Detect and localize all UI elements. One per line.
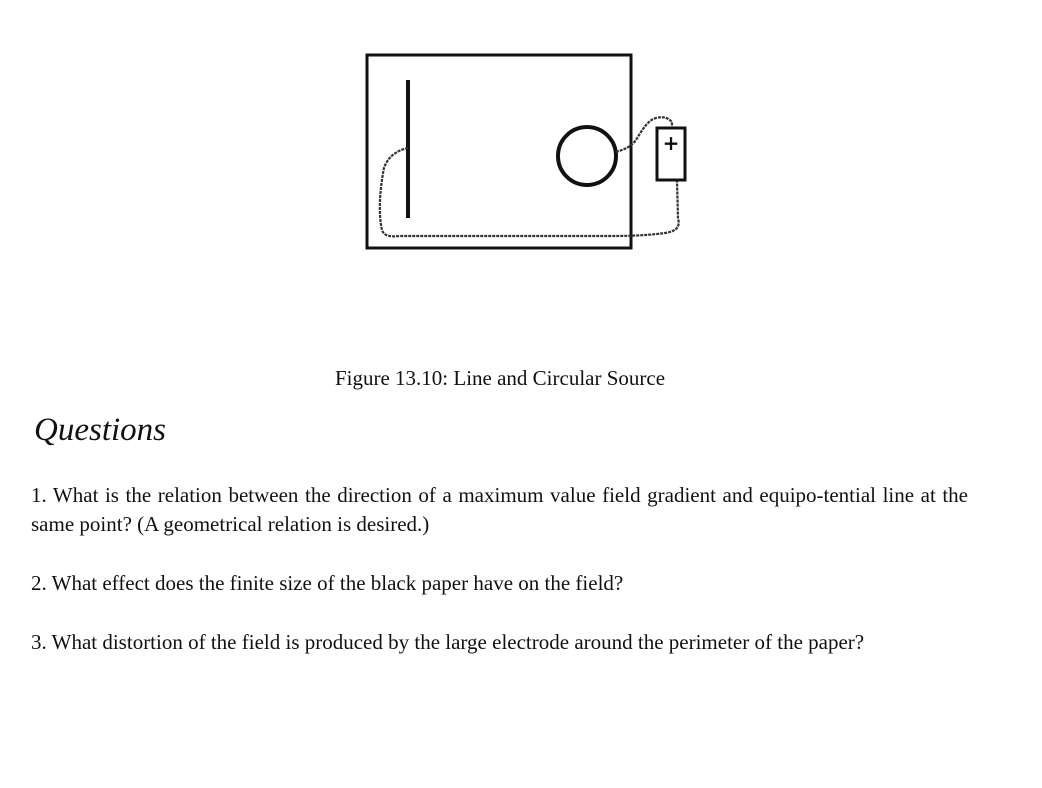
question-3: 3. What distortion of the field is produced by the large electrode around the perimeter of the paper? bbox=[31, 630, 865, 654]
question-1: 1. What is the relation between the direction of a maximum value field gradient and equipo-tential line at the same point? (A geometrical relation is desired.) bbox=[31, 483, 968, 536]
questions-list bbox=[31, 481, 968, 687]
circular-electrode bbox=[558, 127, 616, 185]
battery-plus-symbol: + bbox=[662, 131, 680, 155]
figure-diagram bbox=[360, 48, 700, 258]
line-circular-source-figure bbox=[360, 48, 700, 258]
section-title: Questions bbox=[34, 412, 166, 448]
question-2: 2. What effect does the finite size of the black paper have on the field? bbox=[31, 571, 624, 595]
wire-to-line bbox=[380, 148, 679, 236]
figure-caption: Figure 13.10: Line and Circular Source bbox=[334, 366, 666, 390]
